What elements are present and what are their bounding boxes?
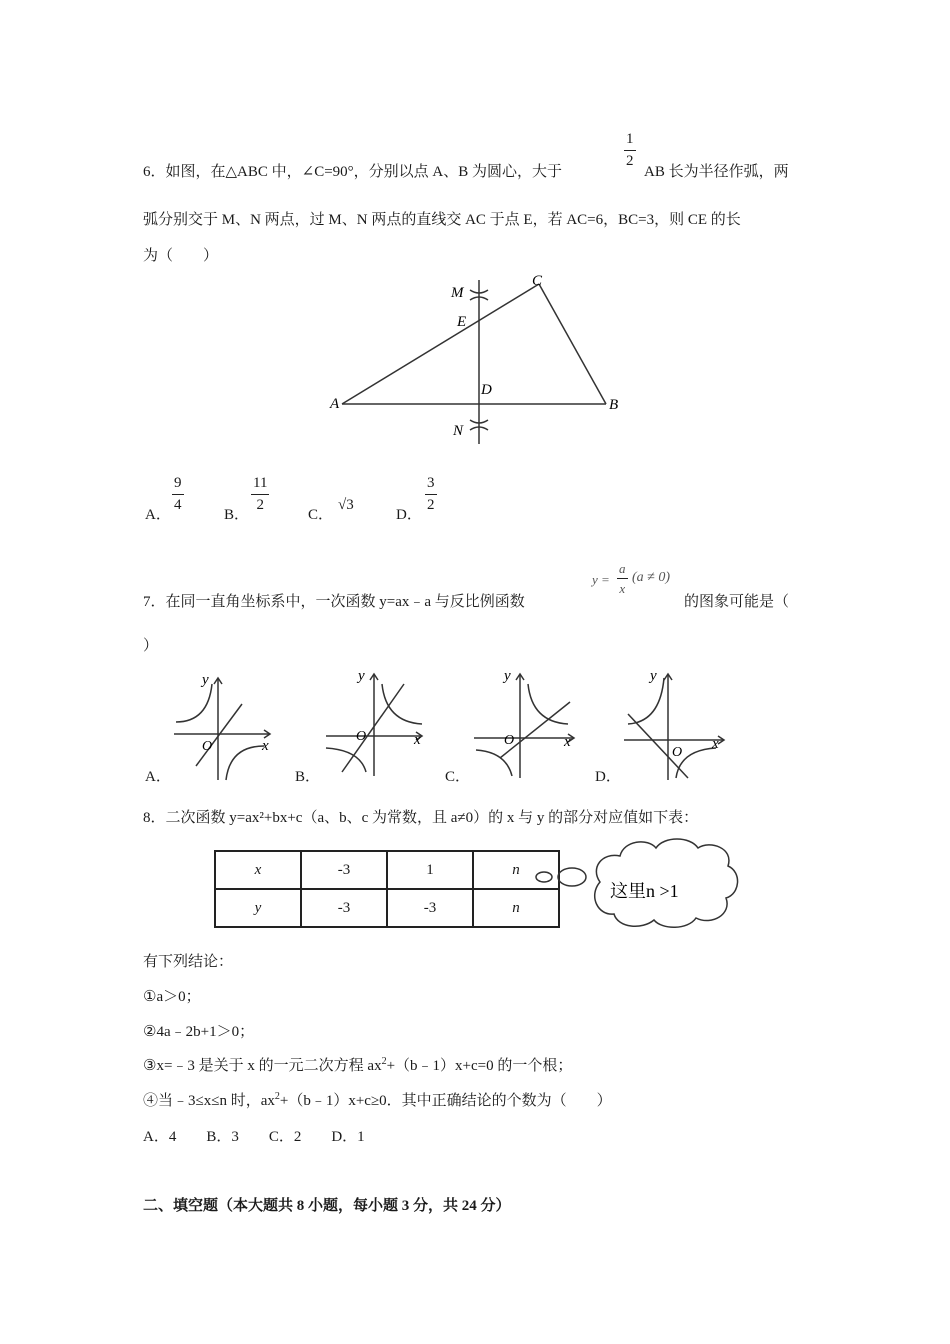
label-a: A <box>330 396 340 412</box>
q6-option-b-label: B． <box>224 507 250 523</box>
table-cell: n <box>473 851 559 889</box>
svg-text:y: y <box>504 668 511 684</box>
q6-line3: 为（ ） <box>143 248 219 264</box>
thought-cloud <box>530 832 745 932</box>
q6-half-fraction <box>624 132 636 169</box>
table-row <box>215 889 559 927</box>
q8-line1: 8．二次函数 y=ax²+bx+c（a、b、c 为常数，且 a≠0）的 x 与 y 的部分对应值如下表： <box>143 810 699 826</box>
table-cell: x <box>215 851 301 889</box>
graph-a <box>166 664 286 784</box>
svg-text:O: O <box>504 733 515 748</box>
svg-text:y: y <box>358 668 365 684</box>
q7-line2: ） <box>143 638 159 654</box>
svg-text:x: x <box>564 734 571 750</box>
q8-options: A．4 B．3 C．2 D．1 <box>143 1129 365 1145</box>
table-row <box>215 851 559 889</box>
label-c: C <box>532 273 543 289</box>
label-b: B <box>609 397 619 413</box>
section2-title: 二、填空题（本大题共 8 小题，每小题 3 分，共 24 分） <box>143 1198 511 1214</box>
svg-text:O: O <box>356 729 367 744</box>
table-cell: -3 <box>301 851 387 889</box>
cloud-text: 这里n >1 <box>610 881 679 901</box>
q8-conclusion1: ①a＞0； <box>143 989 201 1005</box>
graph-d <box>620 660 740 782</box>
fraction-denominator: 2 <box>626 153 634 169</box>
svg-text:y: y <box>202 672 209 688</box>
q6-option-a-fraction: 9 4 <box>174 475 182 513</box>
q6-option-c-value: √3 <box>338 497 354 513</box>
q7-func-fraction: a x <box>619 561 626 596</box>
label-d: D <box>481 382 492 398</box>
svg-text:y: y <box>650 668 657 684</box>
q6-line1-suffix: AB 长为半径作弧，两 <box>644 164 789 180</box>
q7-line1-suffix: 的图象可能是（ <box>684 594 790 610</box>
svg-text:x: x <box>712 736 719 752</box>
q6-line1-prefix: 6．如图，在△ABC 中，∠C=90°，分别以点 A、B 为圆心，大于 <box>143 164 562 180</box>
q7-option-a: A． <box>145 769 171 785</box>
label-e: E <box>457 314 467 330</box>
q7-option-c: C． <box>445 769 471 785</box>
svg-text:O: O <box>202 739 213 754</box>
triangle-figure <box>320 268 630 453</box>
q7-func-condition: (a ≠ 0) <box>632 570 671 585</box>
q8-conclusion4: ④当﹣3≤x≤n 时，$ax^2+(b﹣1)x+c\ge 0$．其中正确结论的个数为（ ） <box>143 1091 612 1109</box>
q7-option-d: D． <box>595 769 621 785</box>
q7-line1-prefix: 7．在同一直角坐标系中，一次函数 y=ax﹣a 与反比例函数 <box>143 594 525 610</box>
q7-func-lhs: y = <box>592 572 610 587</box>
q6-option-a-label: A． <box>145 507 171 523</box>
q6-line2: 弧分别交于 M、N 两点，过 M、N 两点的直线交 AC 于点 E，若 AC=6，BC=3，则 CE 的长 <box>143 212 741 228</box>
table-cell: -3 <box>301 889 387 927</box>
label-n: N <box>453 423 464 439</box>
svg-text:O: O <box>672 745 683 760</box>
q8-intro: 有下列结论： <box>143 954 234 970</box>
svg-text:x: x <box>414 732 421 748</box>
q6-option-b-fraction: 11 2 <box>253 475 268 513</box>
q8-conclusion3: ③x=﹣3 是关于 x 的一元二次方程 $ax^2+(b﹣1)x+c=0$ 的一个根； <box>143 1056 573 1074</box>
fraction-numerator: 1 <box>626 131 634 147</box>
table-cell: n <box>473 889 559 927</box>
table-cell: -3 <box>387 889 473 927</box>
svg-text:x: x <box>262 738 269 754</box>
q6-option-d-label: D． <box>396 507 422 523</box>
table-cell: 1 <box>387 851 473 889</box>
q6-option-c-label: C． <box>308 507 334 523</box>
q8-conclusion2: ②4a﹣2b+1＞0； <box>143 1024 255 1040</box>
q6-option-d-fraction: 3 2 <box>427 475 435 513</box>
q7-option-b: B． <box>295 769 321 785</box>
graph-c <box>470 660 590 780</box>
label-m: M <box>451 285 464 301</box>
table-cell: y <box>215 889 301 927</box>
graph-b <box>318 660 438 780</box>
value-table <box>214 850 560 928</box>
